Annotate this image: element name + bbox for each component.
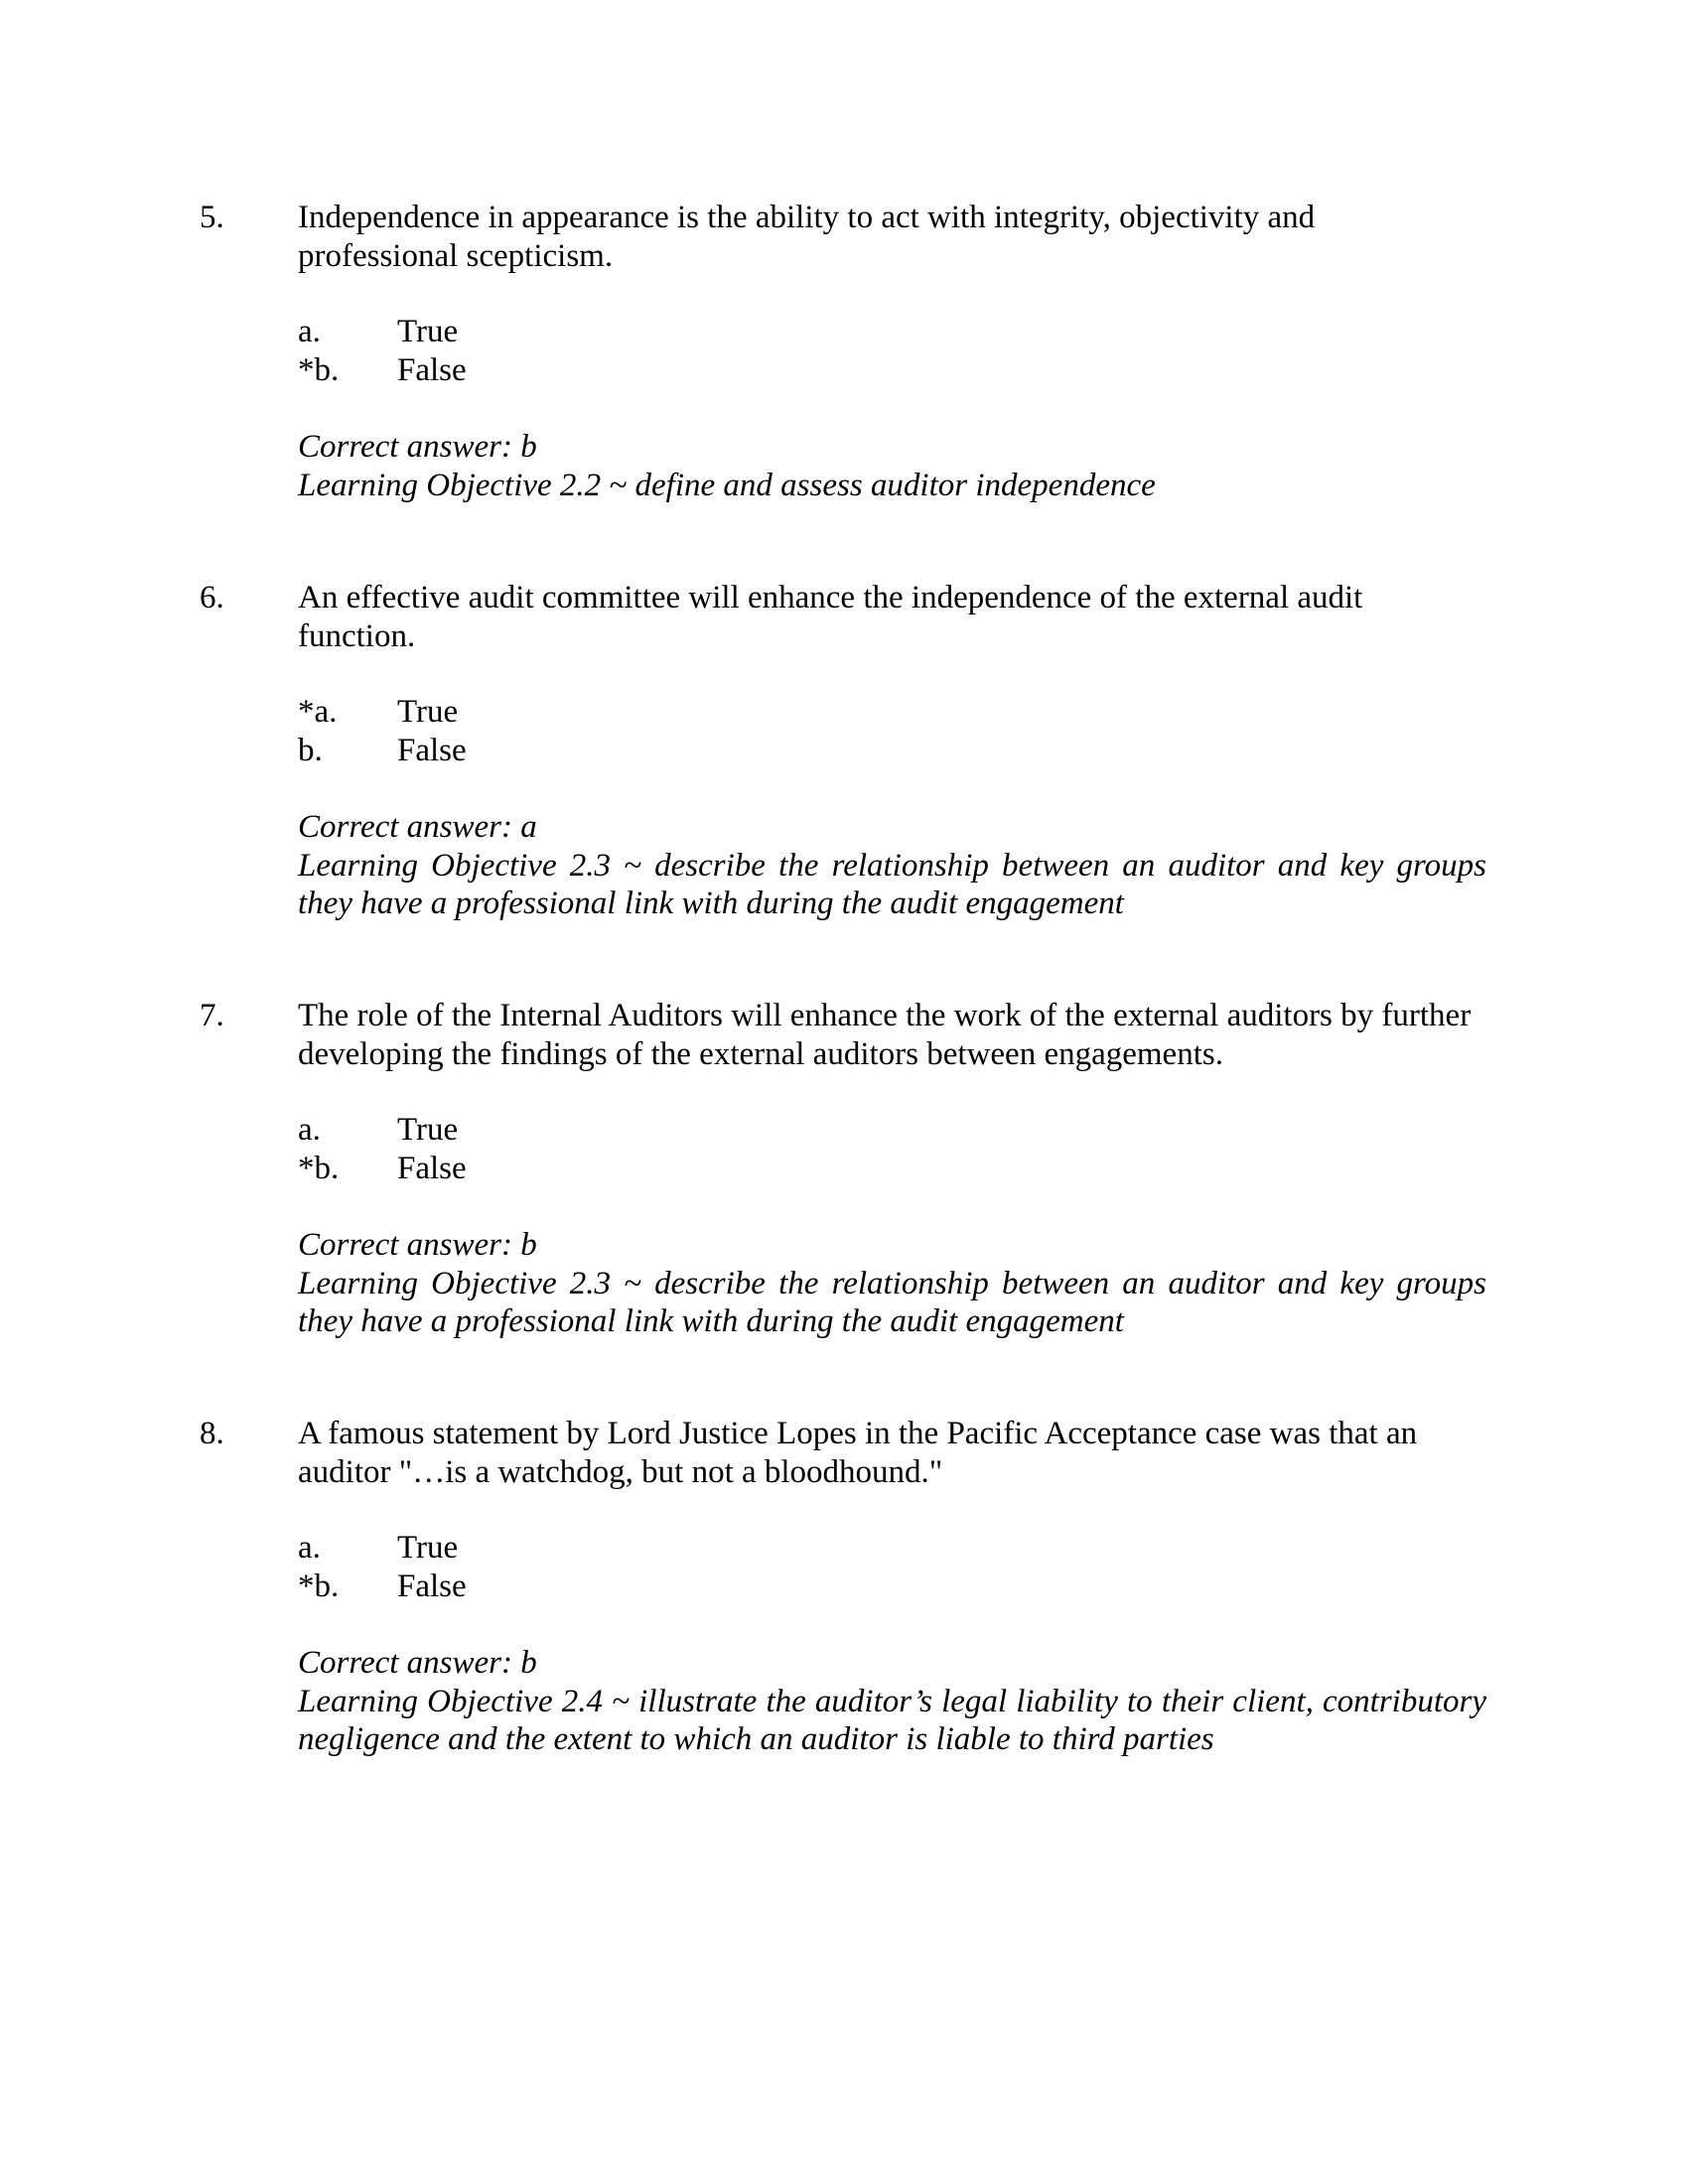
question-text: An effective audit committee will enhance the independence of the external audit function. <box>298 580 1363 654</box>
learning-objective: Learning Objective 2.4 ~ illustrate the auditor’s legal liability to their client, contributory negligence and the extent to which an auditor is liable to third parties <box>298 1683 1486 1757</box>
question-text: A famous statement by Lord Justice Lopes in the Pacific Acceptance case was that an auditor "…is a watchdog, but not a bloodhound." <box>298 1416 1418 1490</box>
option-label: *b. <box>298 1150 340 1186</box>
question-number: 7. <box>200 998 224 1033</box>
learning-objective: Learning Objective 2.3 ~ describe the relationship between an auditor and key groups they have a professional link with during the audit engagement <box>298 847 1486 921</box>
answer-block <box>298 1644 1486 1759</box>
option-text: False <box>397 351 467 388</box>
question-text: Independence in appearance is the ability to act with integrity, objectivity and professional scepticism. <box>298 200 1316 274</box>
option-text: True <box>397 1530 459 1566</box>
correct-answer: Correct answer: b <box>298 429 537 465</box>
answer-block <box>298 428 1486 504</box>
option-label: *b. <box>298 351 340 388</box>
option-label: a. <box>298 1112 321 1148</box>
option-label: *b. <box>298 1568 340 1604</box>
option-label: a. <box>298 314 321 349</box>
question-number: 8. <box>200 1416 224 1451</box>
option-text: True <box>397 1112 459 1148</box>
option-text: False <box>397 1568 467 1604</box>
learning-objective: Learning Objective 2.2 ~ define and assess auditor independence <box>298 467 1156 503</box>
option-label: a. <box>298 1530 321 1566</box>
option-text: False <box>397 732 467 768</box>
correct-answer: Correct answer: b <box>298 1645 537 1681</box>
option-label: *a. <box>298 694 338 730</box>
learning-objective: Learning Objective 2.3 ~ describe the relationship between an auditor and key groups they have a professional link with during the audit engagement <box>298 1265 1486 1339</box>
question-number: 6. <box>200 580 224 615</box>
option-text: False <box>397 1150 467 1186</box>
option-text: True <box>397 314 459 349</box>
option-text: True <box>397 694 459 730</box>
question-number: 5. <box>200 200 224 235</box>
answer-block <box>298 808 1486 923</box>
question-text: The role of the Internal Auditors will enhance the work of the external auditors by further developing the findings of the external auditors between engagements. <box>298 998 1472 1072</box>
answer-block <box>298 1226 1486 1341</box>
option-label: b. <box>298 732 323 768</box>
correct-answer: Correct answer: b <box>298 1227 537 1263</box>
correct-answer: Correct answer: a <box>298 809 537 845</box>
